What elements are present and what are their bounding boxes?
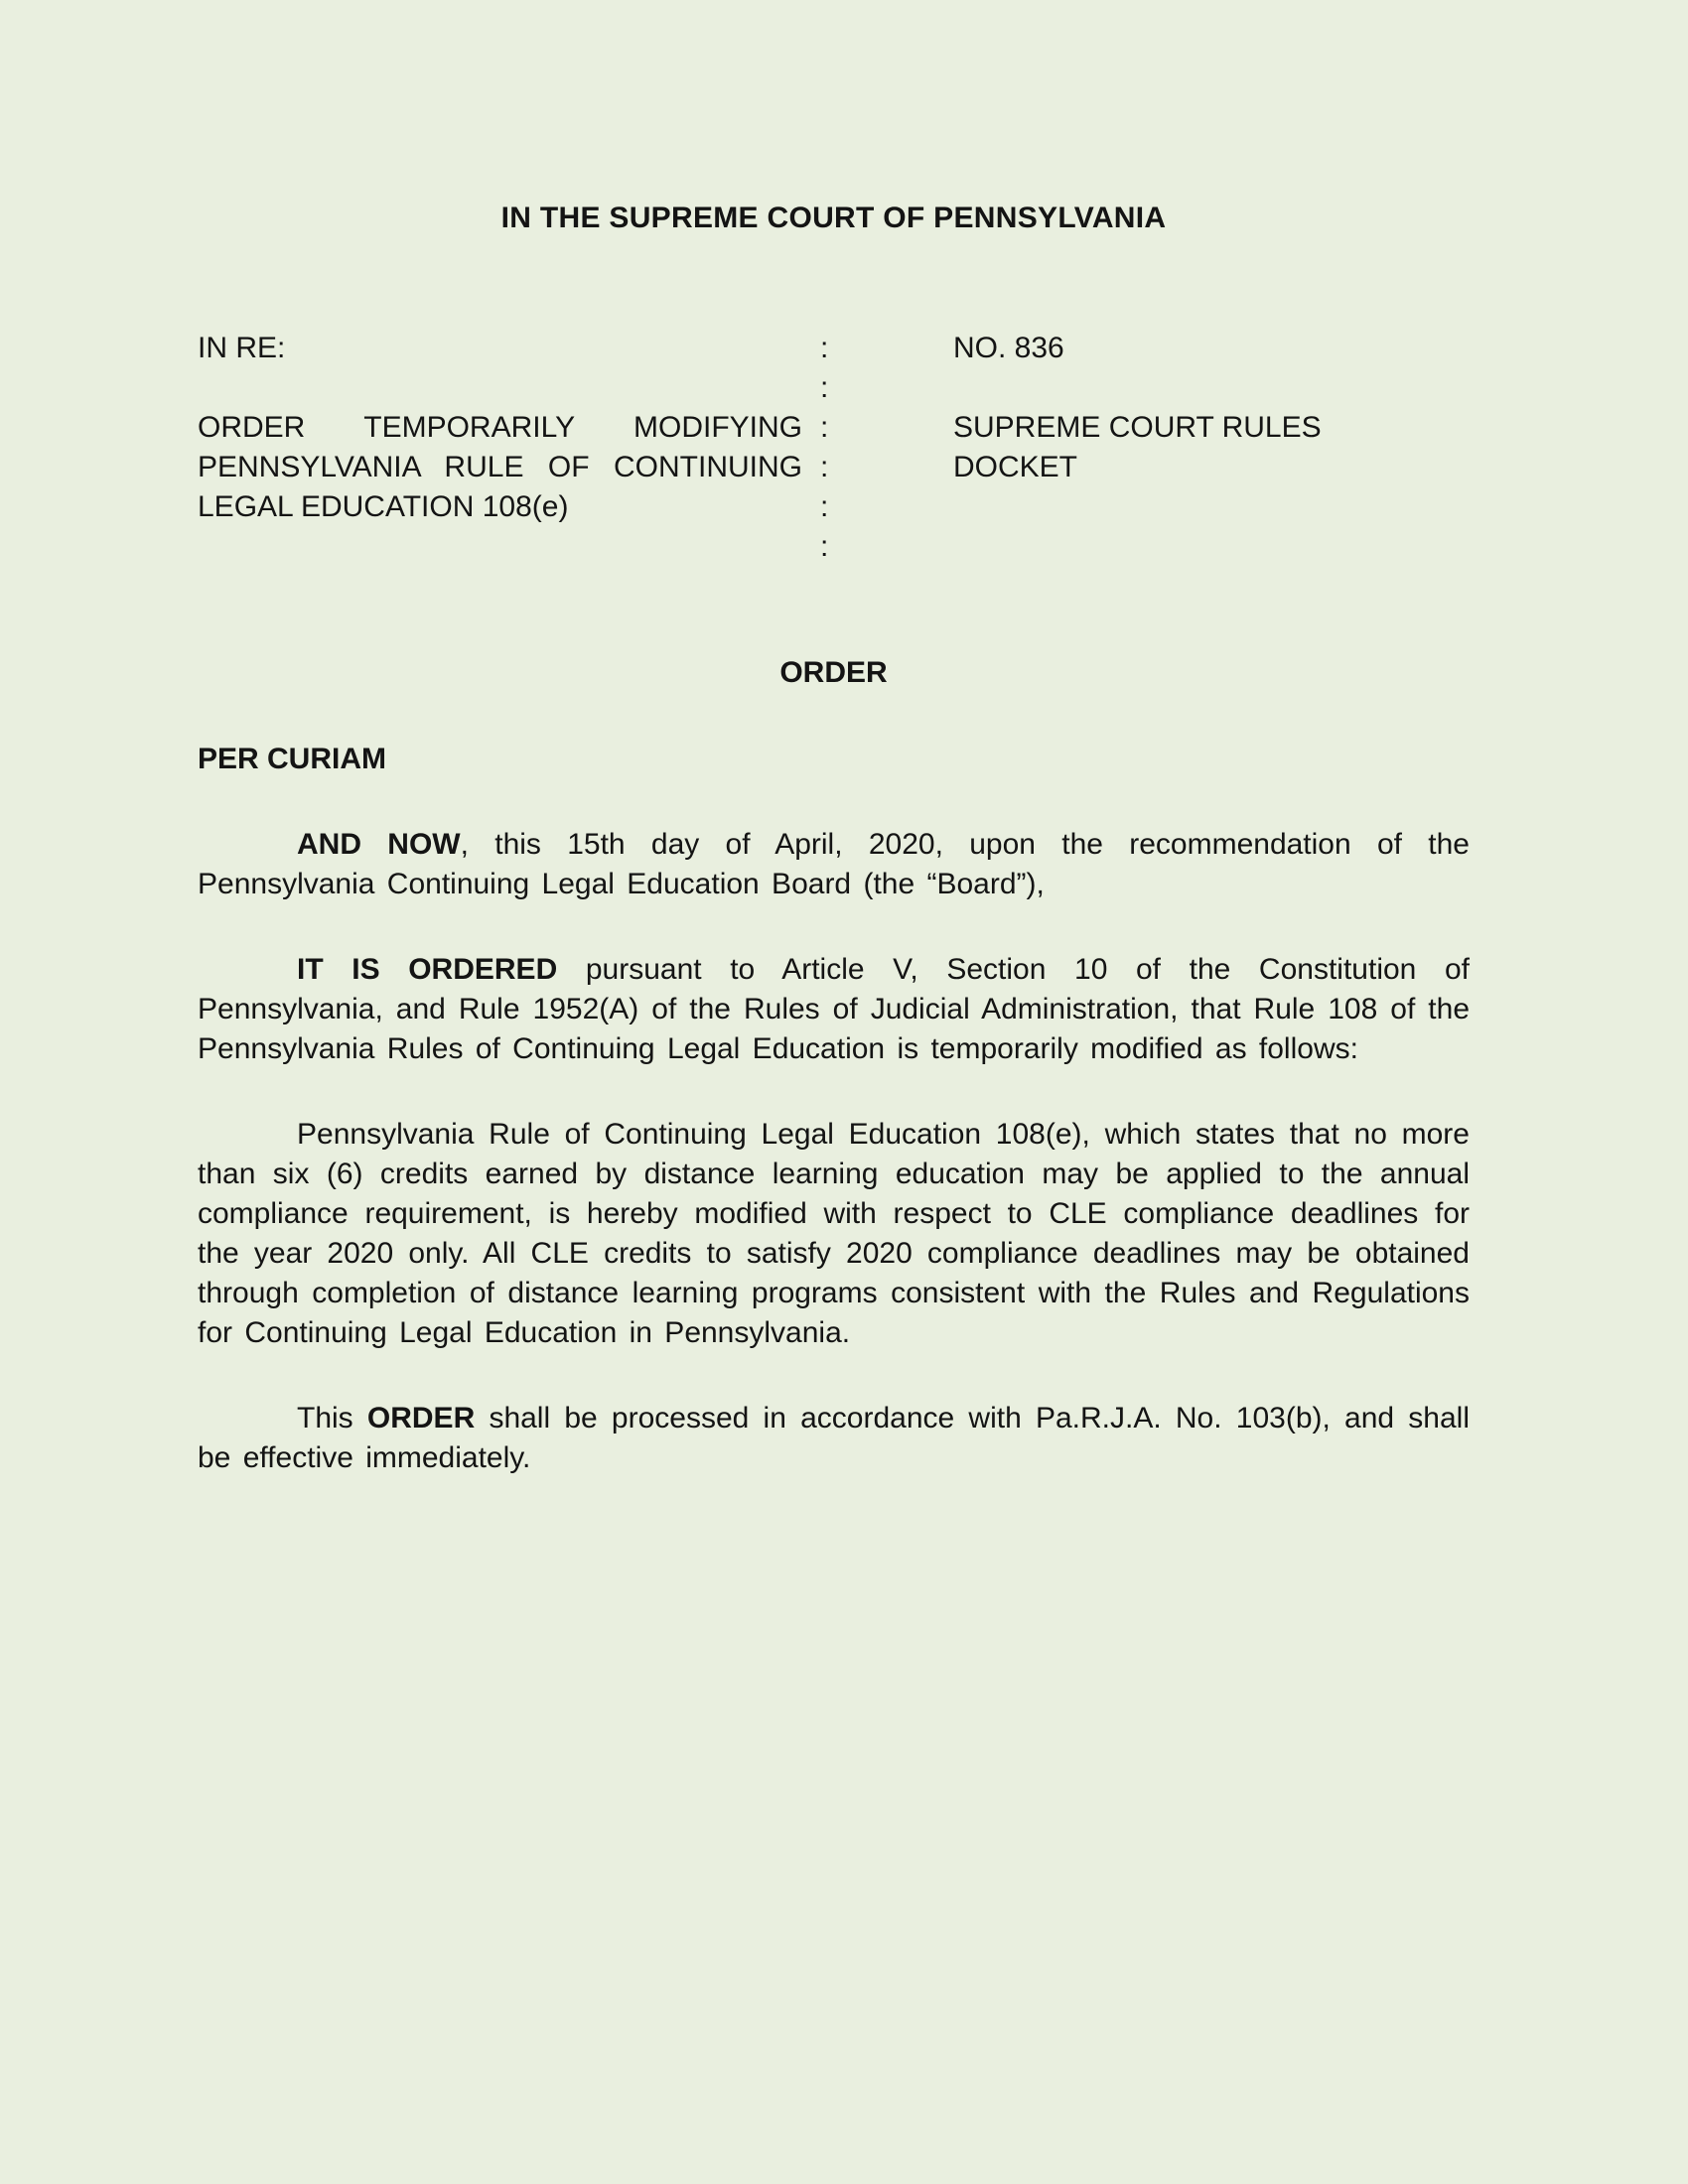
paragraph-text-rest: shall be processed in accordance with Pa.R.J.A. No. 103(b), and shall be effective immediately.: [198, 1402, 1470, 1474]
case-caption: [198, 329, 1470, 567]
per-curiam-label: PER CURIAM: [198, 743, 387, 775]
caption-separator-colon: :: [820, 451, 829, 483]
caption-row: [198, 368, 1470, 408]
caption-left-text: PENNSYLVANIA RULE OF CONTINUING: [198, 451, 802, 483]
body-paragraph: [198, 825, 1470, 904]
caption-left-text: IN RE:: [198, 332, 286, 364]
caption-row: [198, 448, 1470, 487]
paragraph-text-pre: Pennsylvania Rule of Continuing Legal Education 108(e), which states that no more than six (6) credits earned by distance learning education may be applied to the annual compliance requirement, is hereby modified with respect to CLE compliance deadlines for the year 2020 only. All CLE credits to satisfy 2020 compliance deadlines may be obtained through completion of distance learning programs consistent with the Rules and Regulations for Continuing Legal Education in Pennsylvania.: [198, 1118, 1470, 1349]
caption-row: [198, 329, 1470, 368]
paragraph-text-pre: This: [297, 1402, 367, 1434]
body-paragraph: [198, 1115, 1470, 1353]
caption-separator-colon: :: [820, 490, 829, 523]
caption-separator-colon: :: [820, 530, 829, 563]
paragraph-text-rest: pursuant to Article V, Section 10 of the Constitution of Pennsylvania, and Rule 1952(A) of the Rules of Judicial Administration, that Rule 108 of the Pennsylvania Rules of Continuing Legal Education is temporarily modified as follows:: [198, 953, 1470, 1065]
document-content: [198, 199, 1470, 1478]
order-heading: ORDER: [779, 656, 888, 689]
caption-left-text: LEGAL EDUCATION 108(e): [198, 490, 569, 523]
caption-left-text: [198, 368, 820, 408]
caption-right-text: NO. 836: [953, 332, 1064, 364]
caption-separator-colon: :: [820, 332, 829, 364]
caption-separator-colon: :: [820, 411, 829, 444]
paragraph-text-bold: IT IS ORDERED: [297, 953, 558, 986]
body-paragraph: [198, 950, 1470, 1069]
caption-separator-colon: :: [820, 371, 829, 404]
caption-left-text: ORDER TEMPORARILY MODIFYING: [198, 411, 802, 444]
caption-right-text: [953, 368, 1470, 408]
paragraph-text-bold: AND NOW: [297, 828, 461, 861]
caption-left-text: [198, 527, 820, 567]
caption-row: [198, 408, 1470, 448]
caption-row: [198, 527, 1470, 567]
caption-right-text: SUPREME COURT RULES: [953, 411, 1322, 444]
document-title: IN THE SUPREME COURT OF PENNSYLVANIA: [500, 202, 1167, 234]
caption-row: [198, 487, 1470, 527]
caption-right-text: [953, 487, 1470, 527]
paragraph-text-bold: ORDER: [366, 1402, 476, 1434]
caption-right-text: [953, 527, 1470, 567]
paragraph-text-rest: , this 15th day of April, 2020, upon the recommendation of the Pennsylvania Continuing Legal Education Board (the “Board”),: [198, 828, 1470, 900]
body-paragraph: [198, 1399, 1470, 1478]
caption-right-text: DOCKET: [953, 451, 1078, 483]
